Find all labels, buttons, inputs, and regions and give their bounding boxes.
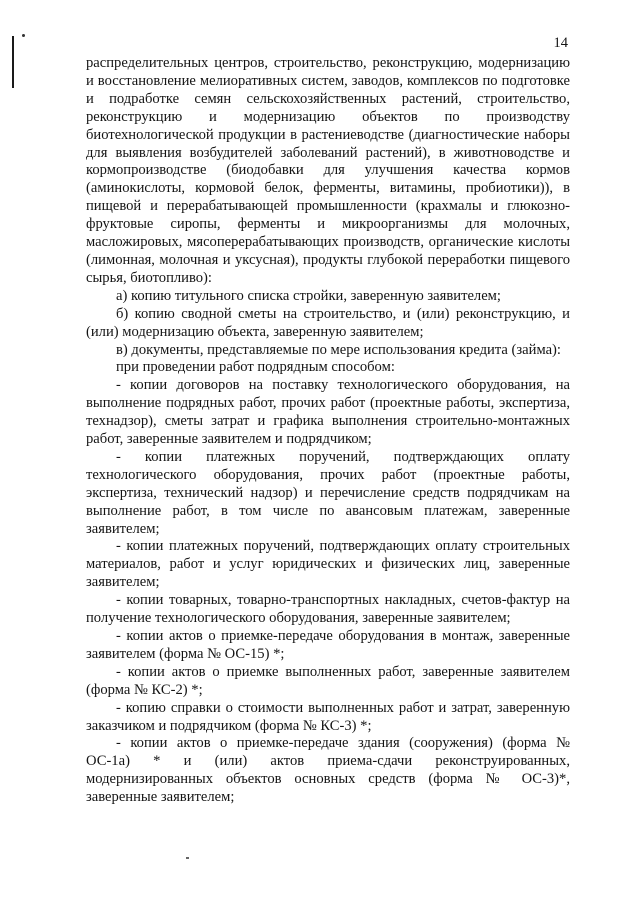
paragraph-continuation: распределительных центров, строительство, реконструкцию, модернизацию и восстановление мелиоративных систем, заводов, комплексов по подготовке и подработке семян сельскохозяйственных растений, строительство, реконструкцию и модернизацию объектов по производству биотехнологической продукции в растениеводстве (диагностические наборы для выявления возбудителей заболеваний растений), в животноводстве и кормопроизводстве (биодобавки для улучшения качества кормов (аминокислоты, кормовой белок, ферменты, витамины, пробиотики)), в пищевой и перерабатывающей промышленности (крахмалы и глюкозно-фруктовые сиропы, ферменты и микроорганизмы для молочных, масложировых, мясоперерабатывающих производств, органические кислоты (лимонная, молочная и уксусная), продукты глубокой переработки пищевого сырья, биотопливо): bbox=[86, 55, 570, 286]
paragraph-list-item: - копии договоров на поставку технологического оборудования, на выполнение подрядных работ, прочих работ (проектные работы, экспертиза, технадзор), сметы затрат и графика выполнения строительно-монтажных работ, заверенные заявителем и подрядчиком; bbox=[86, 377, 570, 448]
paragraph-item-b: б) копию сводной сметы на строительство, и (или) реконструкцию, и (или) модернизацию объекта, заверенную заявителем; bbox=[86, 305, 570, 340]
paragraph-item-v: в) документы, представляемые по мере использования кредита (займа): bbox=[116, 341, 561, 358]
paragraph-list-item: - копии платежных поручений, подтверждающих оплату строительных материалов, работ и услуг юридических и физических лиц, заверенные заявителем; bbox=[86, 538, 570, 591]
paragraph-item-a: а) копию титульного списка стройки, заверенную заявителем; bbox=[116, 287, 501, 304]
document-body bbox=[86, 55, 570, 807]
paragraph-list-item: - копии платежных поручений, подтверждающих оплату технологического оборудования, прочих работ (проектные работы, экспертиза, технический надзор) и перечисление средств подрядчикам на выполнение работ, в том числе по авансовым платежам, заверенные заявителем; bbox=[86, 448, 570, 537]
paragraph-list-item: - копию справки о стоимости выполненных работ и затрат, заверенную заказчиком и подрядчиком (форма № КС-3) *; bbox=[86, 699, 570, 734]
scan-dot bbox=[22, 34, 25, 37]
paragraph-list-item: - копии актов о приемке-передаче здания (сооружения) (форма № ОС-1а) * и (или) актов приема-сдачи реконструированных, модернизированных объектов основных средств (форма № ОС-3)*, заверенные заявителем; bbox=[86, 735, 570, 806]
scan-margin-mark bbox=[12, 36, 14, 88]
paragraph-contract-method: при проведении работ подрядным способом: bbox=[116, 359, 395, 376]
paragraph-list-item: - копии актов о приемке-передаче оборудования в монтаж, заверенные заявителем (форма № ОС-15) *; bbox=[86, 628, 570, 662]
scan-artifact-dot bbox=[186, 857, 189, 859]
page-number: 14 bbox=[553, 35, 568, 51]
paragraph-list-item: - копии товарных, товарно-транспортных накладных, счетов-фактур на получение технологического оборудования, заверенные заявителем; bbox=[86, 592, 570, 627]
paragraph-list-item: - копии актов о приемке выполненных работ, заверенные заявителем (форма № КС-2) *; bbox=[86, 663, 570, 698]
